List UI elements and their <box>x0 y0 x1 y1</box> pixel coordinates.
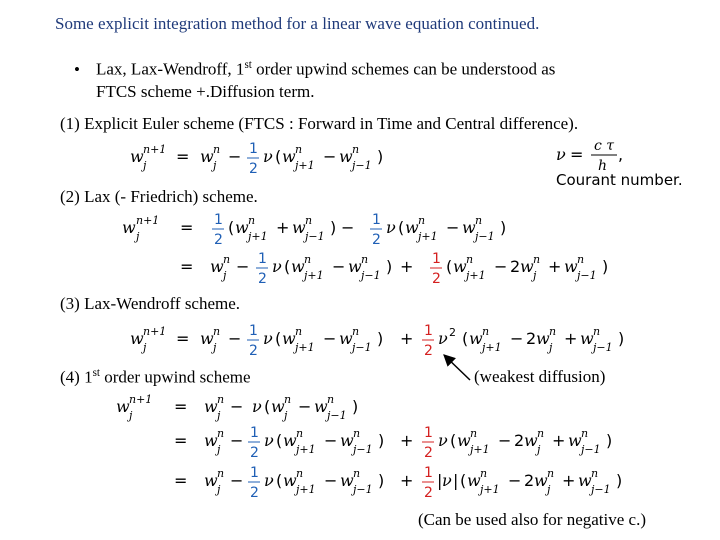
svg-text:n: n <box>547 467 555 480</box>
svg-text:ν: ν <box>263 329 273 348</box>
svg-text:w: w <box>210 257 224 276</box>
svg-text:ν: ν <box>438 431 448 450</box>
svg-text:j−1: j−1 <box>593 341 613 354</box>
svg-text:ν: ν <box>386 218 396 237</box>
svg-text:ν: ν <box>442 471 452 490</box>
svg-text:=: = <box>176 147 190 166</box>
svg-text:−: − <box>332 257 346 276</box>
svg-text:w: w <box>462 218 476 237</box>
svg-text:2: 2 <box>432 271 441 287</box>
svg-text:n: n <box>213 325 221 338</box>
svg-text:+: + <box>400 329 414 348</box>
svg-text:j: j <box>549 341 553 354</box>
svg-text:1: 1 <box>250 465 259 481</box>
equation-lax-wendroff <box>130 323 624 359</box>
svg-text:(: ( <box>284 257 291 276</box>
svg-text:w: w <box>339 329 353 348</box>
svg-text:(: ( <box>276 471 283 490</box>
svg-text:−: − <box>230 471 244 490</box>
svg-text:j+1: j+1 <box>296 443 316 456</box>
svg-text:): ) <box>618 329 625 348</box>
bullet-marker: • <box>74 59 80 79</box>
svg-text:2: 2 <box>372 232 381 248</box>
svg-text:(: ( <box>446 257 453 276</box>
bullet-line1: Lax, Lax-Wendroff, 1 <box>96 59 245 79</box>
bullet-sup: st <box>244 59 252 71</box>
svg-text:w: w <box>200 329 214 348</box>
svg-text:j: j <box>533 269 537 282</box>
courant-label: Courant number. <box>556 171 683 189</box>
svg-text:2: 2 <box>526 329 537 348</box>
svg-text:j−1: j−1 <box>305 230 325 243</box>
svg-text:n: n <box>537 427 545 440</box>
svg-text:n: n <box>466 253 474 266</box>
svg-text:n: n <box>304 253 312 266</box>
svg-text:): ) <box>330 218 337 237</box>
svg-text:j−1: j−1 <box>361 269 381 282</box>
svg-text:j: j <box>213 159 217 172</box>
svg-text:): ) <box>500 218 507 237</box>
svg-text:ν: ν <box>272 257 282 276</box>
svg-text:w: w <box>339 147 353 166</box>
svg-text:n: n <box>217 427 225 440</box>
svg-text:2: 2 <box>249 343 258 359</box>
svg-text:): ) <box>378 431 385 450</box>
svg-text:j+1: j+1 <box>470 443 490 456</box>
svg-text:2: 2 <box>449 326 456 339</box>
svg-text:n: n <box>418 214 426 227</box>
svg-text:w: w <box>130 147 144 166</box>
svg-text:1: 1 <box>249 141 258 157</box>
svg-text:2: 2 <box>424 343 433 359</box>
svg-text:w: w <box>271 397 285 416</box>
svg-text:+: + <box>552 431 566 450</box>
svg-text:−: − <box>494 257 508 276</box>
svg-text:−: − <box>230 397 244 416</box>
svg-text:w: w <box>116 397 130 416</box>
svg-text:j+1: j+1 <box>466 269 486 282</box>
svg-text:n: n <box>296 427 304 440</box>
svg-text:w: w <box>524 431 538 450</box>
svg-text:−: − <box>508 471 522 490</box>
svg-text:2: 2 <box>249 161 258 177</box>
svg-text:j+1: j+1 <box>295 341 315 354</box>
svg-text:j−1: j−1 <box>475 230 495 243</box>
svg-text:n: n <box>284 393 292 406</box>
svg-text:−: − <box>446 218 460 237</box>
svg-text:w: w <box>204 471 218 490</box>
svg-text:w: w <box>283 431 297 450</box>
svg-text:j: j <box>223 269 227 282</box>
svg-text:j: j <box>217 483 221 496</box>
svg-text:j: j <box>547 483 551 496</box>
svg-text:j+1: j+1 <box>480 483 500 496</box>
svg-text:2: 2 <box>258 271 267 287</box>
svg-text:n: n <box>352 325 360 338</box>
svg-text:w: w <box>578 471 592 490</box>
svg-text:2: 2 <box>524 471 535 490</box>
svg-text:w: w <box>348 257 362 276</box>
svg-text:n+1: n+1 <box>143 325 167 338</box>
bullet-line2: FTCS scheme +.Diffusion term. <box>96 81 315 101</box>
svg-text:−: − <box>510 329 524 348</box>
svg-text:w: w <box>457 431 471 450</box>
svg-text:2: 2 <box>214 232 223 248</box>
svg-text:w: w <box>580 329 594 348</box>
svg-text:h: h <box>598 158 608 174</box>
svg-text:−: − <box>298 397 312 416</box>
svg-text:(: ( <box>275 147 282 166</box>
svg-text:−: − <box>323 329 337 348</box>
svg-text:w: w <box>568 431 582 450</box>
svg-text:j−1: j−1 <box>581 443 601 456</box>
svg-text:w: w <box>469 329 483 348</box>
svg-text:−: − <box>341 218 355 237</box>
svg-text:−: − <box>236 257 250 276</box>
svg-text:ν: ν <box>556 145 566 164</box>
svg-text:n: n <box>327 393 335 406</box>
svg-text:=: = <box>180 257 194 276</box>
svg-text:n: n <box>295 325 303 338</box>
svg-text:ν: ν <box>264 431 274 450</box>
courant-definition <box>556 138 683 189</box>
section-ftcs: (1) Explicit Euler scheme (FTCS : Forward in Time and Central difference). <box>60 114 579 133</box>
svg-text:|: | <box>437 471 443 490</box>
svg-text:j−1: j−1 <box>577 269 597 282</box>
svg-text:j+1: j+1 <box>482 341 502 354</box>
page-title: Some explicit integration method for a linear wave equation continued. <box>55 14 540 33</box>
svg-text:): ) <box>378 471 385 490</box>
svg-text:+: + <box>400 257 414 276</box>
equation-ftcs <box>130 141 383 177</box>
svg-text:j: j <box>213 341 217 354</box>
svg-text:n: n <box>296 467 304 480</box>
svg-text:=: = <box>180 218 194 237</box>
svg-text:w: w <box>340 431 354 450</box>
svg-text:1: 1 <box>258 251 267 267</box>
svg-text:=: = <box>174 471 188 490</box>
svg-text:n: n <box>305 214 313 227</box>
svg-text:j+1: j+1 <box>295 159 315 172</box>
svg-text:): ) <box>377 329 384 348</box>
svg-text:j: j <box>136 230 140 243</box>
svg-text:−: − <box>228 147 242 166</box>
svg-text:=: = <box>570 145 584 164</box>
svg-text:2: 2 <box>424 485 433 501</box>
svg-text:w: w <box>235 218 249 237</box>
svg-text:n: n <box>223 253 231 266</box>
svg-text:j−1: j−1 <box>591 483 611 496</box>
svg-text:n: n <box>593 325 601 338</box>
svg-text:): ) <box>606 431 613 450</box>
svg-text:w: w <box>204 397 218 416</box>
svg-text:w: w <box>564 257 578 276</box>
svg-text:n: n <box>217 393 225 406</box>
svg-text:−: − <box>228 329 242 348</box>
svg-text:j: j <box>537 443 541 456</box>
svg-text:(: ( <box>228 218 235 237</box>
svg-text:j+1: j+1 <box>304 269 324 282</box>
svg-text:ν: ν <box>438 329 448 348</box>
svg-text:+: + <box>400 431 414 450</box>
svg-text:j−1: j−1 <box>327 409 347 422</box>
svg-text:n: n <box>213 143 221 156</box>
svg-text:n: n <box>353 427 361 440</box>
svg-text:1: 1 <box>249 323 258 339</box>
section-lax-wendroff: (3) Lax-Wendroff scheme. <box>60 294 241 313</box>
svg-text:1: 1 <box>214 212 223 228</box>
svg-text:w: w <box>405 218 419 237</box>
svg-text:): ) <box>386 257 393 276</box>
svg-text:n: n <box>475 214 483 227</box>
svg-text:1: 1 <box>372 212 381 228</box>
svg-text:−: − <box>324 471 338 490</box>
section-lax: (2) Lax (- Friedrich) scheme. <box>60 187 258 206</box>
svg-text:w: w <box>291 257 305 276</box>
svg-text:j: j <box>129 409 133 422</box>
svg-text:j+1: j+1 <box>296 483 316 496</box>
svg-text:1: 1 <box>424 323 433 339</box>
bullet-line1-rest: order upwind schemes can be understood as <box>251 59 556 79</box>
svg-text:j−1: j−1 <box>353 483 373 496</box>
svg-text:w: w <box>453 257 467 276</box>
svg-text:+: + <box>548 257 562 276</box>
svg-text:j: j <box>217 443 221 456</box>
svg-text:+: + <box>564 329 578 348</box>
svg-text:j−1: j−1 <box>352 341 372 354</box>
svg-text:1: 1 <box>432 251 441 267</box>
arrow-pointer <box>444 355 470 380</box>
svg-text:w: w <box>534 471 548 490</box>
svg-text:w: w <box>467 471 481 490</box>
section-upwind-sup: st <box>92 367 100 379</box>
negative-c-note: (Can be used also for negative c.) <box>418 510 646 529</box>
svg-text:): ) <box>616 471 623 490</box>
svg-text:w: w <box>292 218 306 237</box>
svg-text:(: ( <box>450 431 457 450</box>
svg-text:n: n <box>361 253 369 266</box>
svg-text:j: j <box>217 409 221 422</box>
svg-text:(: ( <box>398 218 405 237</box>
svg-text:w: w <box>204 431 218 450</box>
svg-text:j: j <box>284 409 288 422</box>
svg-text:,: , <box>618 145 624 164</box>
svg-text:=: = <box>176 329 190 348</box>
svg-text:ν: ν <box>263 147 273 166</box>
svg-text:1: 1 <box>424 465 433 481</box>
svg-text:−: − <box>323 147 337 166</box>
svg-text:1: 1 <box>424 425 433 441</box>
svg-text:n: n <box>480 467 488 480</box>
svg-text:n: n <box>591 467 599 480</box>
svg-text:2: 2 <box>510 257 521 276</box>
svg-text:ν: ν <box>252 397 262 416</box>
weakest-diffusion-note: (weakest diffusion) <box>474 367 606 386</box>
svg-text:n: n <box>470 427 478 440</box>
svg-text:−: − <box>324 431 338 450</box>
svg-text:w: w <box>282 329 296 348</box>
svg-text:j+1: j+1 <box>418 230 438 243</box>
svg-text:=: = <box>174 397 188 416</box>
svg-text:n: n <box>533 253 541 266</box>
svg-text:1: 1 <box>250 425 259 441</box>
svg-text:n: n <box>248 214 256 227</box>
svg-text:−: − <box>230 431 244 450</box>
svg-text:(: ( <box>264 397 271 416</box>
svg-text:−: − <box>498 431 512 450</box>
svg-text:(: ( <box>462 329 469 348</box>
svg-text:w: w <box>200 147 214 166</box>
svg-text:j−1: j−1 <box>353 443 373 456</box>
svg-text:+: + <box>562 471 576 490</box>
svg-text:+: + <box>400 471 414 490</box>
svg-text:w: w <box>122 218 136 237</box>
svg-text:w: w <box>314 397 328 416</box>
svg-text:n: n <box>549 325 557 338</box>
svg-text:): ) <box>352 397 359 416</box>
svg-text:j: j <box>143 341 147 354</box>
svg-text:(: ( <box>275 329 282 348</box>
svg-text:2: 2 <box>424 445 433 461</box>
svg-text:n+1: n+1 <box>136 214 160 227</box>
svg-text:n: n <box>482 325 490 338</box>
svg-text:n: n <box>353 467 361 480</box>
svg-text:2: 2 <box>250 445 259 461</box>
svg-text:ν: ν <box>264 471 274 490</box>
equation-lax <box>122 212 608 287</box>
svg-text:n: n <box>581 427 589 440</box>
svg-text:n: n <box>217 467 225 480</box>
svg-text:n: n <box>295 143 303 156</box>
svg-text:=: = <box>174 431 188 450</box>
equation-upwind <box>116 393 622 501</box>
svg-text:w: w <box>536 329 550 348</box>
section-upwind-rest: order upwind scheme <box>99 367 251 387</box>
svg-text:c τ: c τ <box>594 138 615 154</box>
svg-text:n: n <box>352 143 360 156</box>
svg-text:w: w <box>520 257 534 276</box>
svg-text:): ) <box>377 147 384 166</box>
svg-text:n: n <box>577 253 585 266</box>
svg-text:j: j <box>143 159 147 172</box>
svg-text:2: 2 <box>514 431 525 450</box>
svg-text:): ) <box>602 257 609 276</box>
svg-text:n+1: n+1 <box>143 143 167 156</box>
svg-text:w: w <box>130 329 144 348</box>
svg-text:w: w <box>282 147 296 166</box>
svg-text:|: | <box>453 471 459 490</box>
svg-text:n+1: n+1 <box>129 393 153 406</box>
section-upwind-prefix: (4) 1 <box>60 367 93 387</box>
svg-text:(: ( <box>460 471 467 490</box>
svg-text:2: 2 <box>250 485 259 501</box>
svg-text:j−1: j−1 <box>352 159 372 172</box>
svg-text:(: ( <box>276 431 283 450</box>
svg-text:j+1: j+1 <box>248 230 268 243</box>
svg-text:w: w <box>283 471 297 490</box>
svg-text:w: w <box>340 471 354 490</box>
svg-text:+: + <box>276 218 290 237</box>
